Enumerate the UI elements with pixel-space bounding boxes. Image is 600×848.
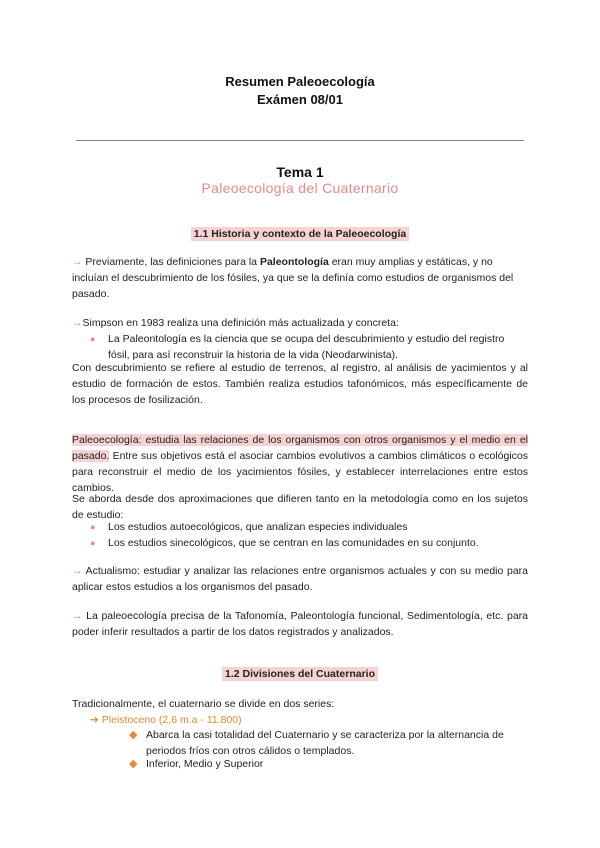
section-heading-1-2-text: 1.2 Divisiones del Cuaternario	[222, 667, 378, 681]
list-item-text: Los estudios autoecológicos, que analizan especies individuales	[108, 521, 408, 533]
paragraph-series-intro: Tradicionalmente, el cuaternario se divide en dos series:	[72, 698, 335, 710]
paragraph-previamente	[72, 254, 528, 302]
list-item-text: Abarca la casi totalidad del Cuaternario y se caracteriza por la alternancia de periodos fríos con otros cálidos o templados.	[146, 729, 504, 757]
paragraph-text: La paleoecología precisa de la Tafonomía, Paleontología funcional, Sedimentología, etc. para poder inferir resultados a partir de los datos registrados y analizados.	[72, 610, 528, 638]
paragraph-aproximaciones: Se aborda desde dos aproximaciones que difieren tanto en la metodología como en los sujetos de estudio:	[72, 493, 528, 521]
arrow-right-icon: ➔	[90, 714, 99, 726]
diamond-bullet-icon: ◆	[129, 758, 138, 770]
series-label: Pleistoceno (2,6 m.a - 11.800)	[101, 714, 242, 726]
doc-subtitle: Exámen 08/01	[256, 92, 343, 107]
paragraph-descubrimiento: Con descubrimiento se refiere al estudio de terrenos, al registro, al análisis de yacimientos y al estudio de formación de estos. También realiza estudios tafonómicos, más específicamente de los procesos de fosilización.	[72, 362, 528, 406]
series-item-pleistoceno	[90, 712, 528, 728]
paragraph-text: eran muy amplias y estáticas, y no incluían el descubrimiento de los fósiles, ya que se la definía como estudios de organismos del pasado.	[72, 256, 514, 300]
doc-title: Resumen Paleoecología	[225, 74, 375, 89]
list-item	[90, 535, 528, 551]
arrow-icon: →	[72, 610, 83, 622]
list-item	[90, 331, 528, 363]
tema-heading: Tema 1	[276, 164, 324, 180]
list-item	[90, 519, 528, 535]
definition-highlight: Paleoecología: estudia las relaciones de los organismos con otros organismos y el medio en el pasado.	[72, 434, 528, 462]
diamond-bullet-icon: ◆	[129, 729, 138, 741]
paragraph-simpson	[72, 315, 528, 331]
paragraph-text: Actualismo: estudiar y analizar las relaciones entre organismos actuales y con su medio para aplicar estos estudios a los organismos del pasado.	[72, 565, 528, 593]
section-heading-1-1	[0, 228, 600, 240]
paleontologia-bold: Paleontología	[259, 256, 329, 268]
section-heading-1-1-text: 1.1 Historia y contexto de la Paleoecología	[191, 227, 409, 241]
section-heading-1-2	[0, 668, 600, 680]
arrow-icon: →	[72, 565, 83, 577]
bullet-dot-icon: ●	[90, 334, 96, 344]
paragraph-text: Entre sus objetivos está el asociar cambios evolutivos a cambios climáticos o ecológicos para reconstruir el medio de los yacimientos fósiles, y establecer interrelaciones entre estos cambios.	[72, 450, 528, 494]
list-item-text: La Paleontología es la ciencia que se ocupa del descubrimiento y estudio del registro fósil, para así reconstruir la historia de la vida (Neodarwinista).	[108, 333, 505, 361]
divider	[76, 140, 524, 141]
paragraph-text: Simpson en 1983 realiza una definición más actualizada y concreta:	[82, 317, 399, 329]
paragraph-text: Previamente, las definiciones para la	[82, 256, 260, 268]
paragraph-actualismo	[72, 563, 528, 595]
arrow-icon: →	[72, 256, 83, 268]
list-item	[129, 756, 528, 772]
list-item	[129, 727, 528, 759]
bullet-dot-icon: ●	[90, 538, 96, 548]
arrow-icon: →	[72, 317, 83, 329]
list-item-text: Inferior, Medio y Superior	[146, 758, 264, 770]
paragraph-paleoecologia	[72, 432, 528, 496]
tema-subtitle: Paleoecología del Cuaternario	[201, 180, 399, 196]
paragraph-tafonomia	[72, 608, 528, 640]
list-item-text: Los estudios sinecológicos, que se centran en las comunidades en su conjunto.	[108, 537, 479, 549]
bullet-dot-icon: ●	[90, 522, 96, 532]
